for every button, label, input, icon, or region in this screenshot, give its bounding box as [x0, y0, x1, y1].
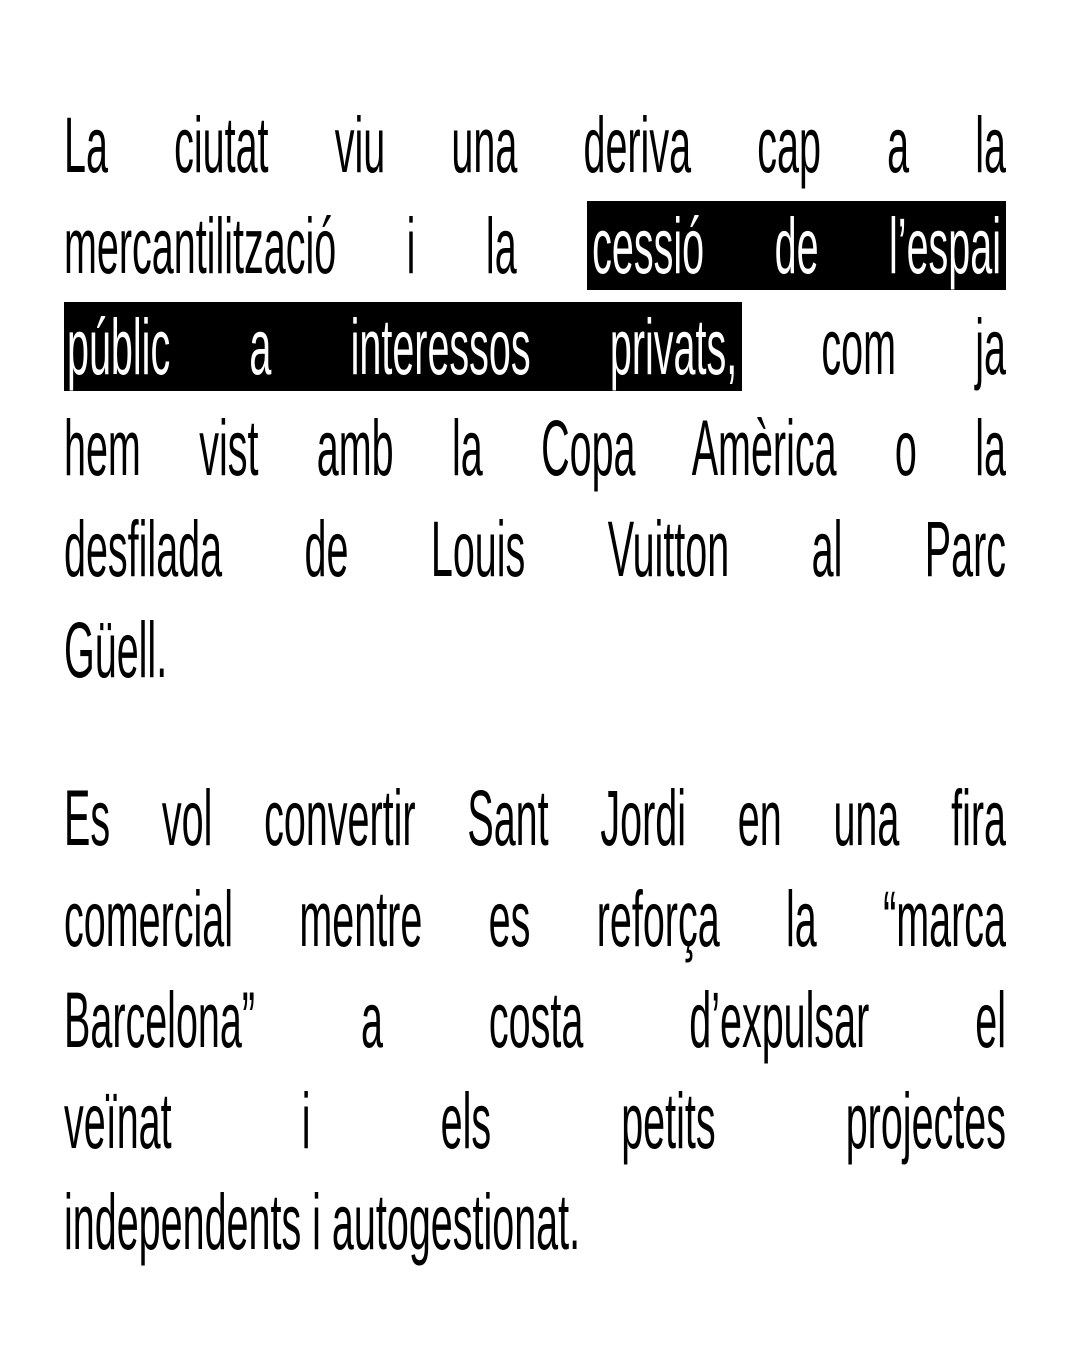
text-line: Barcelona” a costa d’expulsar el [64, 975, 1006, 1064]
paragraph-2-line-5 [64, 1171, 1006, 1272]
paragraph-1-line-1 [64, 94, 1006, 195]
plain-text: com ja [742, 302, 1006, 391]
text-line: comercial mentre es reforça la “marca [64, 874, 1006, 963]
paragraph-2-line-2 [64, 868, 1006, 969]
text-line [64, 195, 1006, 296]
text-line: veïnat i els petits projectes [64, 1076, 1006, 1165]
text-line: independents i autogestionat. [64, 1177, 581, 1266]
paragraph-1-line-6 [64, 599, 1006, 700]
text-line: Es vol convertir Sant Jordi en una fira [64, 773, 1006, 862]
text-line: desfilada de Louis Vuitton al Parc [64, 504, 1006, 593]
highlighted-text: públic a interessos privats, [64, 302, 742, 391]
paragraph-2-line-3 [64, 969, 1006, 1070]
text-line: Güell. [64, 605, 168, 694]
highlighted-text: cessió de l’espai [587, 201, 1006, 290]
text-line [64, 296, 1006, 397]
paragraph-1-line-4 [64, 397, 1006, 498]
paragraph-1 [64, 94, 1006, 700]
plain-text: mercantilització i la [64, 201, 588, 290]
paragraph-2 [64, 767, 1006, 1272]
paragraph-1-line-2 [64, 195, 1006, 296]
text-line: hem vist amb la Copa Amèrica o la [64, 403, 1006, 492]
paragraph-1-line-3 [64, 296, 1006, 397]
paragraph-2-line-4 [64, 1070, 1006, 1171]
text-line: La ciutat viu una deriva cap a la [64, 100, 1006, 189]
paragraph-2-line-1 [64, 767, 1006, 868]
paragraph-1-line-5 [64, 498, 1006, 599]
